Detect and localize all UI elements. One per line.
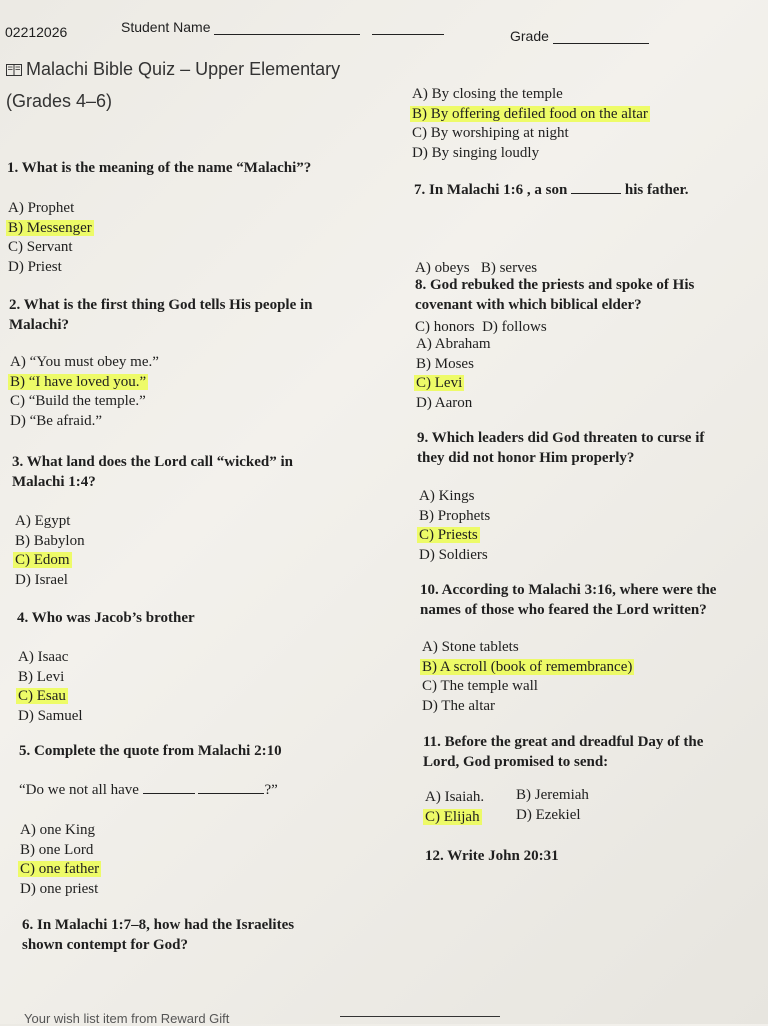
- q10-option-d[interactable]: D) The altar: [422, 697, 496, 714]
- student-name-field[interactable]: [214, 20, 360, 35]
- question-2: [9, 295, 313, 335]
- question-2-line1: 2. What is the first thing God tells His people in: [9, 297, 313, 313]
- question-11-options-left: [425, 788, 484, 827]
- q6-option-c[interactable]: C) By worshiping at night: [412, 125, 569, 141]
- q4-option-a[interactable]: A) Isaac: [18, 649, 69, 665]
- q8-option-a[interactable]: A) Abraham: [416, 336, 491, 352]
- q3-option-c[interactable]: C) Edom: [15, 552, 70, 568]
- q4-option-c[interactable]: C) Esau: [18, 688, 66, 704]
- q4-option-d[interactable]: D) Samuel: [18, 707, 83, 724]
- q6-option-a[interactable]: A) By closing the temple: [412, 86, 563, 102]
- question-11-options-right: [516, 786, 589, 825]
- q7-blank[interactable]: [571, 181, 621, 194]
- question-3: [12, 452, 293, 492]
- question-5: 5. Complete the quote from Malachi 2:10: [19, 743, 282, 759]
- q5-blank-1[interactable]: [143, 781, 195, 794]
- q10-option-b[interactable]: B) A scroll (book of remembrance): [422, 658, 633, 675]
- question-8-line1: 8. God rebuked the priests and spoke of His: [415, 277, 695, 293]
- question-8-line2: covenant with which biblical elder?: [415, 297, 642, 313]
- q4-option-b[interactable]: B) Levi: [18, 668, 65, 685]
- question-10: [420, 580, 716, 620]
- student-name-field-extra[interactable]: [372, 20, 444, 35]
- quiz-title-text: Malachi Bible Quiz – Upper Elementary: [26, 59, 341, 79]
- q9-option-a[interactable]: A) Kings: [419, 488, 475, 504]
- question-5-options: [20, 821, 101, 899]
- q2-option-c[interactable]: C) “Build the temple.”: [10, 393, 146, 409]
- question-2-line2: Malachi?: [9, 317, 69, 333]
- question-5-quote: [19, 781, 278, 801]
- q11-option-c[interactable]: C) Elijah: [425, 808, 480, 825]
- q5-option-c[interactable]: C) one father: [20, 861, 100, 877]
- q7-text-start: 7. In Malachi 1:6 , a son: [414, 182, 568, 198]
- q5-option-b[interactable]: B) one Lord: [20, 841, 94, 858]
- q5-blank-2[interactable]: [198, 781, 264, 794]
- student-name-label-text: Student Name: [121, 19, 211, 35]
- q2-option-b[interactable]: B) “I have loved you.”: [10, 373, 147, 390]
- question-11-line2: Lord, God promised to send:: [423, 754, 609, 770]
- question-3-line1: 3. What land does the Lord call “wicked” in: [12, 454, 294, 470]
- question-4-options: [18, 648, 83, 726]
- q3-option-a[interactable]: A) Egypt: [15, 513, 71, 529]
- quiz-subtitle: (Grades 4–6): [6, 91, 113, 111]
- q7-options-line1[interactable]: A) obeys B) serves: [415, 260, 538, 276]
- q11-option-a[interactable]: A) Isaiah.: [425, 789, 485, 805]
- question-9: [417, 428, 704, 468]
- q1-option-a[interactable]: A) Prophet: [8, 200, 75, 216]
- grade-field[interactable]: [553, 29, 649, 44]
- q9-option-c[interactable]: C) Priests: [419, 527, 478, 543]
- q3-option-d[interactable]: D) Israel: [15, 571, 68, 588]
- book-icon: [6, 64, 22, 76]
- q2-option-d[interactable]: D) “Be afraid.”: [10, 412, 103, 429]
- q3-option-b[interactable]: B) Babylon: [15, 532, 85, 549]
- q7-text-end: his father.: [624, 182, 689, 198]
- q11-option-b[interactable]: B) Jeremiah: [516, 787, 589, 803]
- question-1-options: [8, 199, 94, 277]
- q6-option-b[interactable]: B) By offering defiled food on the altar: [412, 105, 648, 122]
- footer-reward-text: Your wish list item from Reward Gift: [24, 1011, 230, 1026]
- question-6-options: [412, 85, 650, 163]
- q5-option-a[interactable]: A) one King: [20, 822, 95, 838]
- q8-option-d[interactable]: D) Aaron: [416, 394, 473, 411]
- q7-options-line2[interactable]: C) honors D) follows: [415, 318, 547, 335]
- question-7: [414, 180, 688, 200]
- footer-reward-line[interactable]: [340, 1016, 500, 1017]
- grade-label: [510, 28, 649, 44]
- question-2-options: [10, 353, 159, 431]
- q11-option-d[interactable]: D) Ezekiel: [516, 806, 581, 823]
- q5-option-d[interactable]: D) one priest: [20, 880, 99, 897]
- q5-quote-start: “Do we not all have: [19, 782, 139, 798]
- question-8-options: [416, 335, 491, 413]
- question-4: 4. Who was Jacob’s brother: [17, 610, 195, 626]
- q1-option-c[interactable]: C) Servant: [8, 239, 73, 255]
- q6-option-d[interactable]: D) By singing loudly: [412, 144, 540, 161]
- question-9-line1: 9. Which leaders did God threaten to curse if: [417, 430, 705, 446]
- question-1: 1. What is the meaning of the name “Malachi”?: [7, 160, 312, 176]
- question-6-line2: shown contempt for God?: [22, 937, 188, 953]
- question-11: [423, 732, 703, 772]
- question-6: [22, 915, 294, 955]
- question-10-options: [422, 638, 634, 716]
- q10-option-c[interactable]: C) The temple wall: [422, 678, 538, 694]
- q1-option-d[interactable]: D) Priest: [8, 258, 62, 275]
- q8-option-c[interactable]: C) Levi: [416, 375, 463, 391]
- student-name-label: [121, 19, 444, 35]
- question-9-line2: they did not honor Him properly?: [417, 450, 635, 466]
- q9-option-b[interactable]: B) Prophets: [419, 507, 491, 524]
- question-12: 12. Write John 20:31: [425, 848, 559, 864]
- quiz-title: [6, 59, 340, 80]
- q1-option-b[interactable]: B) Messenger: [8, 219, 92, 236]
- question-10-line2: names of those who feared the Lord written?: [420, 602, 707, 618]
- q5-quote-end: ?”: [264, 782, 278, 798]
- q2-option-a[interactable]: A) “You must obey me.”: [10, 354, 159, 370]
- grade-label-text: Grade: [510, 28, 549, 44]
- quiz-code: 02212026: [5, 24, 68, 40]
- question-3-options: [15, 512, 85, 590]
- question-3-line2: Malachi 1:4?: [12, 474, 96, 490]
- q8-option-b[interactable]: B) Moses: [416, 355, 474, 372]
- q9-option-d[interactable]: D) Soldiers: [419, 546, 488, 563]
- q10-option-a[interactable]: A) Stone tablets: [422, 639, 519, 655]
- question-11-line1: 11. Before the great and dreadful Day of the: [423, 734, 704, 750]
- question-6-line1: 6. In Malachi 1:7–8, how had the Israelites: [22, 917, 295, 933]
- question-8: [415, 275, 694, 315]
- question-9-options: [419, 487, 490, 565]
- question-10-line1: 10. According to Malachi 3:16, where were the: [420, 582, 717, 598]
